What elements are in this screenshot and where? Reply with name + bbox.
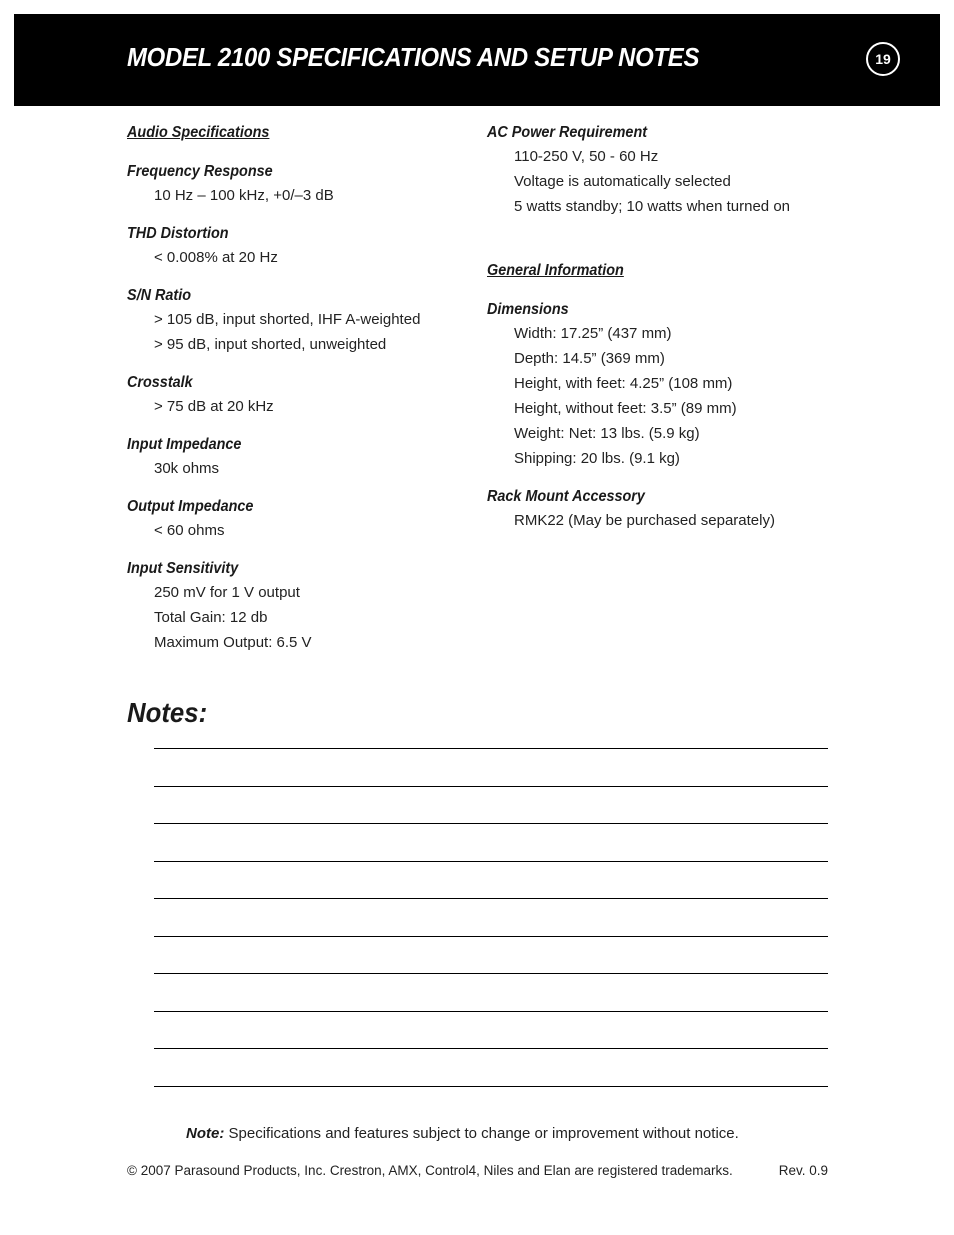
spec-value: Width: 17.25” (437 mm) [514,325,672,342]
spec-value: > 95 dB, input shorted, unweighted [154,336,387,353]
notes-heading: Notes: [127,697,208,728]
audio-spec-list [127,161,457,655]
note-line [154,936,828,974]
spec-value: Depth: 14.5” (369 mm) [514,350,665,367]
spec-item [127,434,457,481]
spec-value: > 105 dB, input shorted, IHF A-weighted [154,311,421,328]
note-line [154,1048,828,1086]
spec-value: Height, with feet: 4.25” (108 mm) [514,375,733,392]
note-line [154,861,828,899]
spec-value: Maximum Output: 6.5 V [154,634,312,651]
spec-item [487,299,847,471]
spec-label: Input Impedance [127,436,242,453]
note-line [154,1011,828,1049]
spec-label: Frequency Response [127,163,273,180]
note-line [154,973,828,1011]
copyright-text: © 2007 Parasound Products, Inc. Crestron, AMX, Control4, Niles and Elan are registered trademarks. [127,1163,733,1178]
general-spec-list [487,299,847,533]
spec-value: Total Gain: 12 db [154,609,268,626]
spec-label: S/N Ratio [127,287,192,304]
note-line [154,748,828,786]
spec-value: 250 mV for 1 V output [154,584,300,601]
spec-label: AC Power Requirement [487,124,648,141]
spec-value: 110-250 V, 50 - 60 Hz [514,148,659,165]
note-line [154,1086,828,1087]
spec-item [127,161,457,208]
general-section-title: General Information [487,262,624,279]
page-number-badge: 19 [866,42,900,76]
spec-value: RMK22 (May be purchased separately) [514,512,775,529]
spec-item [127,496,457,543]
spec-value: Weight: Net: 13 lbs. (5.9 kg) [514,425,700,442]
spec-value: 5 watts standby; 10 watts when turned on [514,198,790,215]
spec-label: Rack Mount Accessory [487,488,645,505]
spec-value: < 60 ohms [154,522,225,539]
spec-item [487,486,847,533]
spec-item [127,285,457,357]
spec-value: Height, without feet: 3.5” (89 mm) [514,400,737,417]
disclaimer-note [186,1123,739,1145]
note-line [154,786,828,824]
spec-label: Crosstalk [127,374,193,391]
spec-value: 10 Hz – 100 kHz, +0/–3 dB [154,187,334,204]
spec-label: Input Sensitivity [127,560,239,577]
spec-label: Output Impedance [127,498,254,515]
spec-label: Dimensions [487,301,569,318]
audio-specifications-column [127,122,457,670]
spec-label: THD Distortion [127,225,229,242]
audio-section-title: Audio Specifications [127,124,270,141]
notes-writing-lines [154,748,828,1087]
note-line [154,823,828,861]
spec-item [127,223,457,270]
spec-value: Shipping: 20 lbs. (9.1 kg) [514,450,680,467]
page-footer [127,1161,828,1181]
spec-value: < 0.008% at 20 Hz [154,249,278,266]
spec-value: 30k ohms [154,460,220,477]
spec-value: > 75 dB at 20 kHz [154,398,274,415]
revision-label: Rev. 0.9 [778,1163,828,1178]
spec-item [127,558,457,655]
page-header [14,14,940,106]
power-spec [487,122,847,219]
spec-values [487,144,847,219]
disclaimer-text: Specifications and features subject to change or improvement without notice. [228,1125,739,1142]
note-line [154,898,828,936]
spec-value: Voltage is automatically selected [514,173,731,190]
power-general-column [487,122,847,548]
spec-item [127,372,457,419]
page-title: MODEL 2100 SPECIFICATIONS AND SETUP NOTES [127,42,700,72]
disclaimer-lead: Note: [186,1125,225,1142]
